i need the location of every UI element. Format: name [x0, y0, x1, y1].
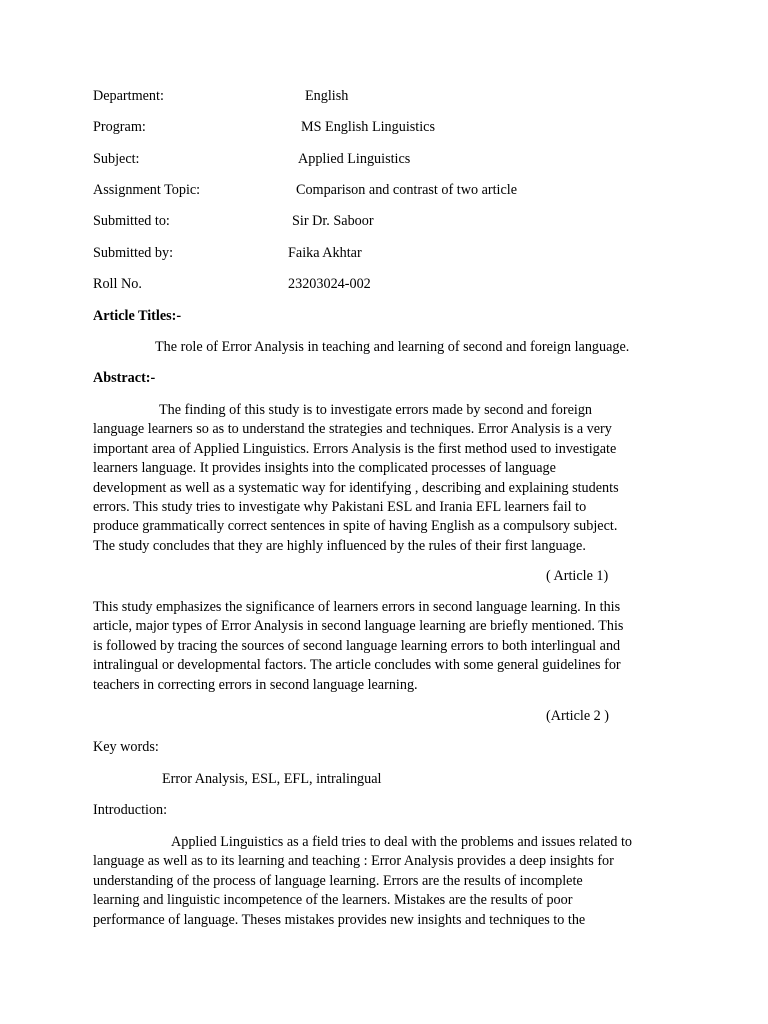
paragraph-line: language as well as to its learning and teaching : Error Analysis provides a deep insights for [93, 853, 614, 870]
introduction-paragraph [93, 833, 683, 930]
article-title-text: The role of Error Analysis in teaching and learning of second and foreign language. [155, 339, 630, 355]
abstract-paragraph-1 [93, 401, 683, 556]
keywords-heading: Key words: [93, 739, 159, 755]
paragraph-line: intralingual or developmental factors. The article concludes with some general guidelines for [93, 657, 621, 674]
paragraph-line: performance of language. Theses mistakes provides new insights and techniques to the [93, 911, 586, 928]
paragraph-line: errors. This study tries to investigate why Pakistani ESL and Irania EFL learners fail to [93, 499, 587, 516]
keywords-text: Error Analysis, ESL, EFL, intralingual [162, 771, 382, 787]
paragraph-line: Applied Linguistics as a field tries to deal with the problems and issues related to [171, 834, 632, 850]
meta-label: Program: [93, 119, 146, 135]
meta-label: Assignment Topic: [93, 182, 201, 198]
abstract-heading: Abstract:- [93, 370, 156, 386]
paragraph-line: produce grammatically correct sentences in spite of having English as a compulsory subject. [93, 518, 618, 535]
paragraph-line: The study concludes that they are highly influenced by the rules of their first language. [93, 537, 586, 554]
meta-value: MS English Linguistics [301, 119, 436, 135]
paragraph-line: This study emphasizes the significance of learners errors in second language learning. In this [93, 599, 621, 615]
paragraph-line: learners language. It provides insights into the complicated processes of language [93, 460, 556, 477]
paragraph-line: article, major types of Error Analysis in second language learning are briefly mentioned. This [93, 618, 624, 635]
meta-label: Department: [93, 88, 164, 104]
introduction-heading: Introduction: [93, 802, 168, 818]
abstract-paragraph-2 [93, 598, 683, 695]
meta-value: Sir Dr. Saboor [292, 213, 374, 229]
meta-value: Comparison and contrast of two article [296, 182, 518, 198]
meta-label: Roll No. [93, 276, 142, 292]
article-2-reference: (Article 2 ) [546, 708, 610, 724]
paragraph-line: teachers in correcting errors in second language learning. [93, 676, 418, 693]
paragraph-line: important area of Applied Linguistics. Errors Analysis is the first method used to investigate [93, 440, 617, 457]
paragraph-line: is followed by tracing the sources of second language learning errors to both interlingual and [93, 637, 621, 654]
paragraph-line: learning and linguistic incompetence of the learners. Mistakes are the results of poor [93, 892, 573, 909]
meta-value: Faika Akhtar [288, 245, 362, 261]
article-1-reference: ( Article 1) [546, 568, 609, 584]
paragraph-line: development as well as a systematic way for identifying , describing and explaining students [93, 479, 619, 496]
meta-label: Submitted by: [93, 245, 174, 261]
paragraph-line: The finding of this study is to investigate errors made by second and foreign [159, 402, 593, 418]
article-titles-heading: Article Titles:- [93, 308, 182, 324]
meta-value: English [305, 88, 349, 104]
meta-value: 23203024-002 [288, 276, 371, 292]
meta-label: Submitted to: [93, 213, 170, 229]
paragraph-line: language learners so as to understand the strategies and techniques. Error Analysis is a very [93, 421, 612, 438]
meta-value: Applied Linguistics [298, 151, 411, 167]
paragraph-line: understanding of the process of language learning. Errors are the results of incomplete [93, 872, 583, 889]
meta-label: Subject: [93, 151, 140, 167]
